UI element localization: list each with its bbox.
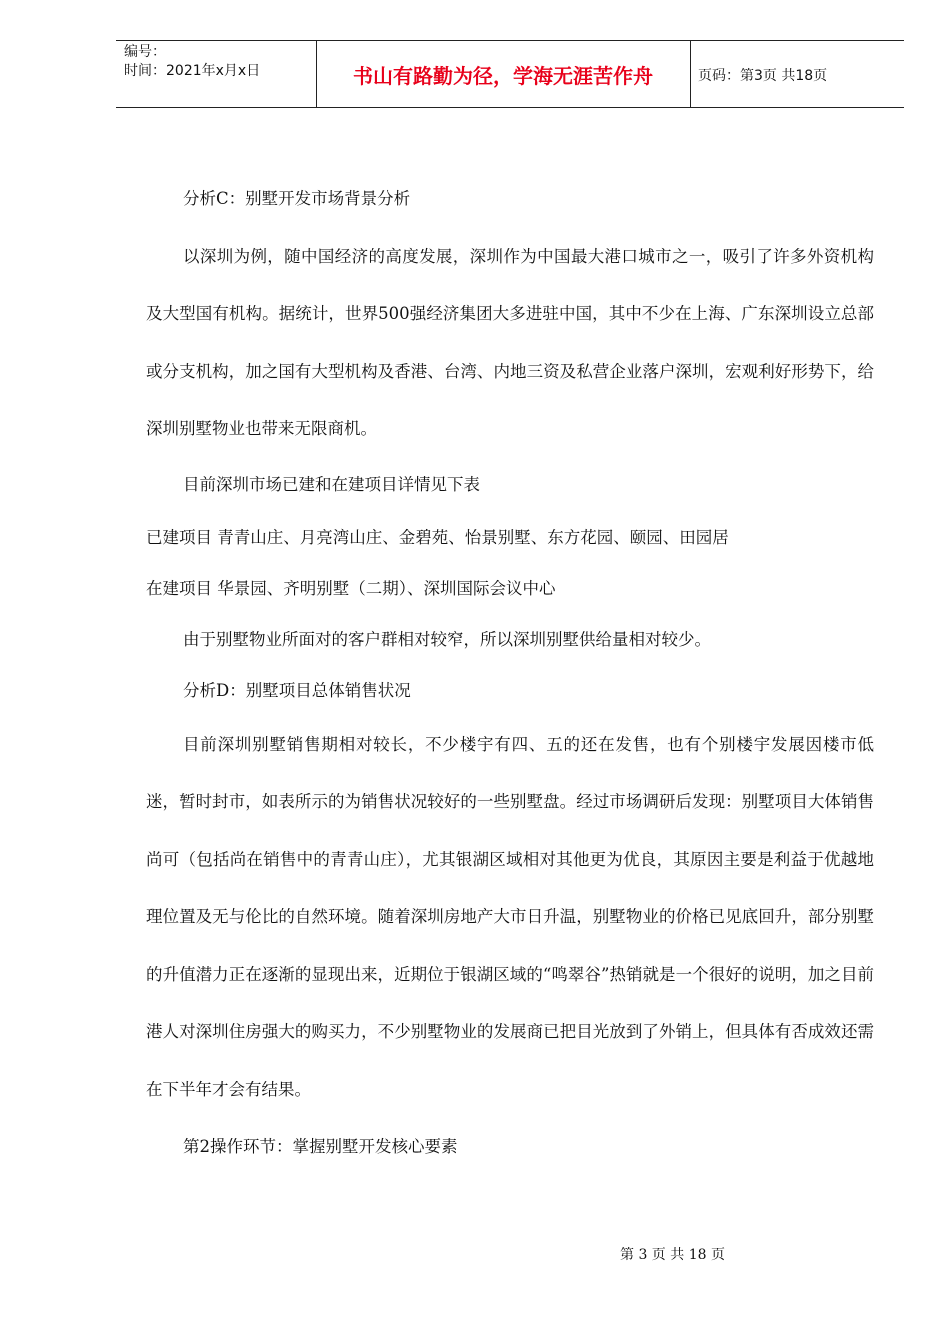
building-projects-line: 在建项目 华景园、齐明别墅（二期）、深圳国际会议中心	[146, 578, 556, 598]
header-motto: 书山有路勤为径，学海无涯苦作舟	[353, 63, 653, 88]
document-number-label: 编号：	[124, 44, 166, 60]
header-meta	[124, 43, 314, 81]
header-page-info: 页码：第3页 共18页	[698, 68, 828, 84]
paragraph-sales-status: 目前深圳别墅销售期相对较长，不少楼宇有四、五的还在发售，也有个别楼宇发展因楼市低迷，暂时封市，如表所示的为销售状况较好的一些别墅盘。经过市场调研后发现：别墅项目大体销售尚可（包括尚在销售中的青青山庄），尤其银湖区域相对其他更为优良，其原因主要是利益于优越地理位置及无与伦比的自然环境。随着深圳房地产大市日升温，别墅物业的价格已见底回升，部分别墅的升值潜力正在逐渐的显现出来，近期位于银湖区域的“鸣翠谷”热销就是一个很好的说明，加之目前港人对深圳住房强大的购买力，不少别墅物业的发展商已把目光放到了外销上，但具体有否成效还需在下半年才会有结果。	[146, 734, 874, 1099]
built-projects-line: 已建项目 青青山庄、月亮湾山庄、金碧苑、怡景别墅、东方花园、颐园、田园居	[146, 527, 729, 547]
paragraph-supply: 由于别墅物业所面对的客户群相对较窄，所以深圳别墅供给量相对较少。	[183, 629, 711, 649]
paragraph-projects-intro: 目前深圳市场已建和在建项目详情见下表	[183, 474, 480, 494]
header-divider-right	[690, 41, 691, 107]
paragraph-market-background: 以深圳为例，随中国经济的高度发展，深圳作为中国最大港口城市之一，吸引了许多外资机构及大型国有机构。据统计，世界500强经济集团大多进驻中国，其中不少在上海、广东深圳设立总部或分支机构，加之国有大型机构及香港、台湾、内地三资及私营企业落户深圳，宏观利好形势下，给深圳别墅物业也带来无限商机。	[146, 246, 874, 438]
section-heading-d: 分析D：别墅项目总体销售状况	[183, 680, 411, 700]
section-heading-c: 分析C：别墅开发市场背景分析	[183, 189, 411, 208]
page-footer: 第 3 页 共 18 页	[620, 1247, 725, 1263]
document-body	[146, 170, 874, 1176]
section-heading-2: 第2操作环节：掌握别墅开发核心要素	[183, 1137, 458, 1156]
page-header	[116, 40, 904, 108]
document-time-label: 时间：2021年x月x日	[124, 63, 261, 79]
